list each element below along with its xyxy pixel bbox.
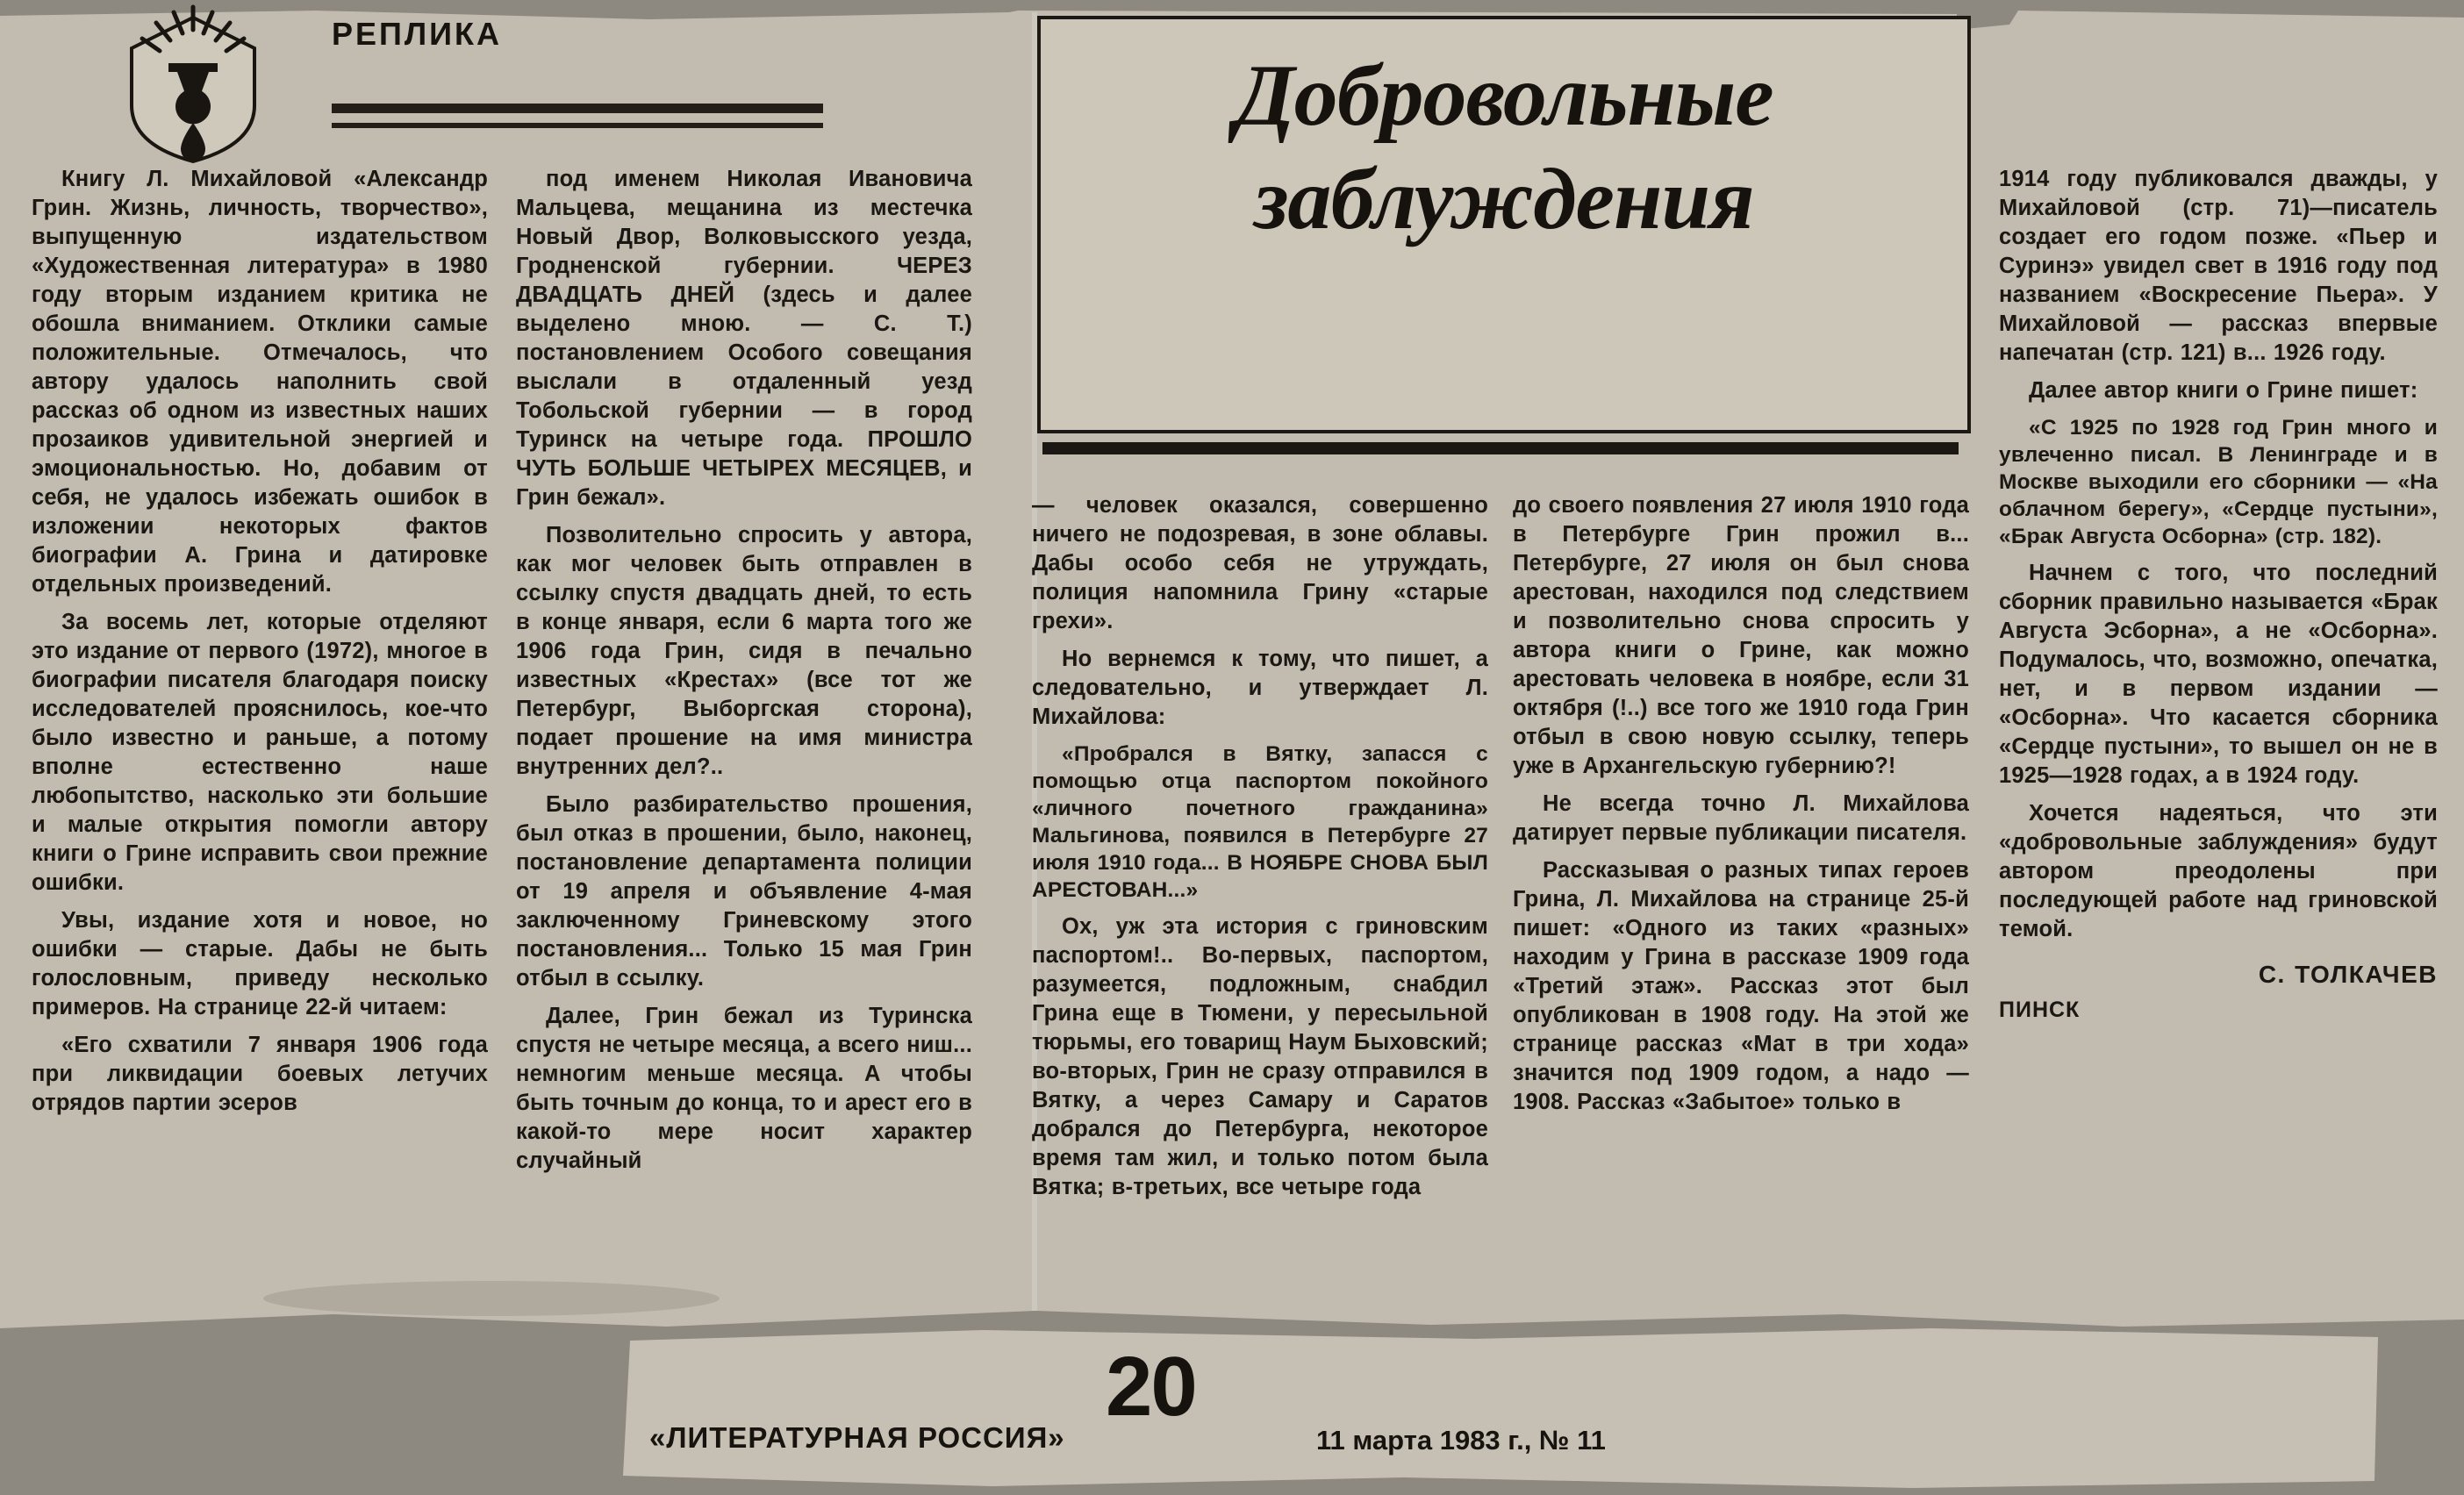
page-number: 20 <box>1106 1340 1196 1434</box>
paragraph: под именем Николая Ивановича Мальцева, мещанина из местечка Новый Двор, Волковысского уезда, Гродненской губернии. ЧЕРЕЗ ДВАДЦАТЬ ДНЕЙ (здесь и далее выделено мною. — С. Т.) постановлением Особого совещания выслали в отдаленный уезд Тобольской губернии — в город Туринск на четыре года. ПРОШЛО ЧУТЬ БОЛЬШЕ ЧЕТЫРЕХ МЕСЯЦЕВ, и Грин бежал». <box>516 167 972 510</box>
paragraph: Было разбирательство прошения, был отказ в прошении, было, наконец, постановление департамента полиции от 19 апреля и объявление 4-мая заключенному Гриневскому этого постановления... Только 15 мая Грин отбыл в ссылку. <box>516 792 972 991</box>
paragraph: Рассказывая о разных типах героев Грина, Л. Михайлова на странице 25-й пишет: «Одного из таких «разных» находим у Грина в рассказе 1909 года «Третий этаж». Рассказ этот был опубликован в 1908 году. На этой же странице рассказ «Мат в три хода» значится под 1909 годом, а надо — 1908. Рассказ «Забытое» только в <box>1513 858 1969 1114</box>
rubric-rule-thin <box>332 123 823 128</box>
scan-smudge <box>263 1281 720 1316</box>
rubric-label: РЕПЛИКА <box>332 16 503 52</box>
article-title-line2: заблуждения <box>1254 150 1754 247</box>
article-column-4 <box>1513 491 1969 1126</box>
paragraph: Увы, издание хотя и новое, но ошибки — старые. Дабы не быть голословным, приведу несколько примеров. На странице 22-й читаем: <box>32 908 488 1019</box>
article-column-2 <box>516 165 972 1184</box>
masthead-frame <box>1037 16 1971 433</box>
paragraph: Книгу Л. Михайловой «Александр Грин. Жизнь, личность, творчество», выпущенную издательством «Художественная литература» в 1980 году вторым изданием критика не обошла вниманием. Отклики самые положительные. Отмечалось, что автору удалось наполнить свой рассказ об одном из известных наших прозаиков удивительной энергией и эмоциональностью. Но, добавим от себя, не удалось избежать ошибок в изложении некоторых фактов биографии А. Грина и датировке отдельных произведений. <box>32 167 488 597</box>
pull-quote: «Пробрался в Вятку, запасся с помощью отца паспортом покойного «личного почетного гражданина» Мальгинова, появился в Петербурге 27 июля 1910 года... В НОЯБРЕ СНОВА БЫЛ АРЕСТОВАН...» <box>1032 742 1488 902</box>
masthead-bottom-rule <box>1042 442 1959 454</box>
publication-date: 11 марта 1983 г., № 11 <box>1316 1425 1606 1456</box>
author-city: ПИНСК <box>1999 998 2081 1022</box>
paragraph: Но вернемся к тому, что пишет, а следовательно, и утверждает Л. Михайлова: <box>1032 647 1488 729</box>
paragraph: Начнем с того, что последний сборник правильно называется «Брак Августа Эсборна», а не «Осборна». Подумалось, что, возможно, опечатка, нет, и в первом издании — «Осборна». Что касается сборника «Сердце пустыни», то вышел он не в 1925—1928 годах, а в 1924 году. <box>1999 561 2438 788</box>
paragraph: — человек оказался, совершенно ничего не подозревая, в зоне облавы. Дабы особо себя не утруждать, полиция напомнила Грину «старые грехи». <box>1032 493 1488 633</box>
publication-name: «ЛИТЕРАТУРНАЯ РОССИЯ» <box>649 1421 1065 1454</box>
article-column-5 <box>1999 165 2438 1025</box>
paragraph: Ох, уж эта история с гриновским паспортом!.. Во-первых, паспортом, разумеется, подложным, снабдил Грина еще в Тюмени, у пересыльной тюрьмы, его товарищ Наум Быховский; во-вторых, Грин не сразу отправился в Вятку, а через Самару и Саратов добрался до Петербурга, некоторое время там жил, и только потом была Вятка; в-третьих, все четыре года <box>1032 914 1488 1199</box>
rubric-rule <box>332 104 823 113</box>
paragraph: Хочется надеяться, что эти «добровольные заблуждения» будут автором преодолены при последующей работе над гриновской темой. <box>1999 801 2438 941</box>
article-title-line1: Добровольные <box>1235 46 1773 144</box>
author-signature: С. ТОЛКАЧЕВ <box>2258 961 2438 988</box>
paragraph: Позволительно спросить у автора, как мог человек быть отправлен в ссылку спустя двадцать дней, то есть в конце января, если 6 марта того же 1906 года Грин, сидя в печально известных «Крестах» (все тот же Петербург, Выборгская сторона), подает прошение на имя министра внутренних дел?.. <box>516 523 972 779</box>
paragraph: «Его схватили 7 января 1906 года при ликвидации боевых летучих отрядов партии эсеров <box>32 1033 488 1115</box>
paragraph: Далее автор книги о Грине пишет: <box>2029 378 2418 403</box>
paragraph: 1914 году публиковался дважды, у Михайловой (стр. 71)—писатель создает его годом позже. «Пьер и Суринэ» увидел свет в 1916 году под названием «Воскресение Пьера». У Михайловой — рассказ впервые напечатан (стр. 121) в... 1926 году. <box>1999 167 2438 365</box>
article-masthead <box>1037 16 1967 446</box>
paragraph: За восемь лет, которые отделяют это издание от первого (1972), многое в биографии писателя благодаря поиску исследователей прояснилось, кое-что было известно и раньше, а потому вполне естественно наше любопытство, насколько эти большие и малые открытия помогли автору книги о Грине исправить свои прежние ошибки. <box>32 610 488 895</box>
pull-quote: «С 1925 по 1928 год Грин много и увлеченно писал. В Ленинграде и в Москве выходили его сборники — «На облачном берегу», «Сердце пустыни», «Брак Августа Осборна» (стр. 182). <box>1999 416 2438 548</box>
article-column-3 <box>1032 491 1488 1211</box>
newspaper-emblem-icon <box>105 0 281 167</box>
paragraph: Не всегда точно Л. Михайлова датирует первые публикации писателя. <box>1513 791 1969 845</box>
paragraph: Далее, Грин бежал из Туринска спустя не четыре месяца, а всего ниш... немногим меньше месяца. А чтобы быть точным до конца, то и арест его в какой-то мере носит характер случайный <box>516 1004 972 1173</box>
footer-content <box>614 1327 2387 1490</box>
article-column-1 <box>32 165 488 1127</box>
article-title <box>1041 44 1967 251</box>
paragraph: до своего появления 27 июля 1910 года в Петербурге Грин прожил в... Петербурге, 27 июля он был снова арестован, находился под следствием и позволительно снова спросить у автора книги о Грине, как можно арестовать человека в ноябре, если 31 октября (!..) все того же 1910 года Грин отбыл в свою новую ссылку, теперь уже в Архангельскую губернию?! <box>1513 493 1969 778</box>
